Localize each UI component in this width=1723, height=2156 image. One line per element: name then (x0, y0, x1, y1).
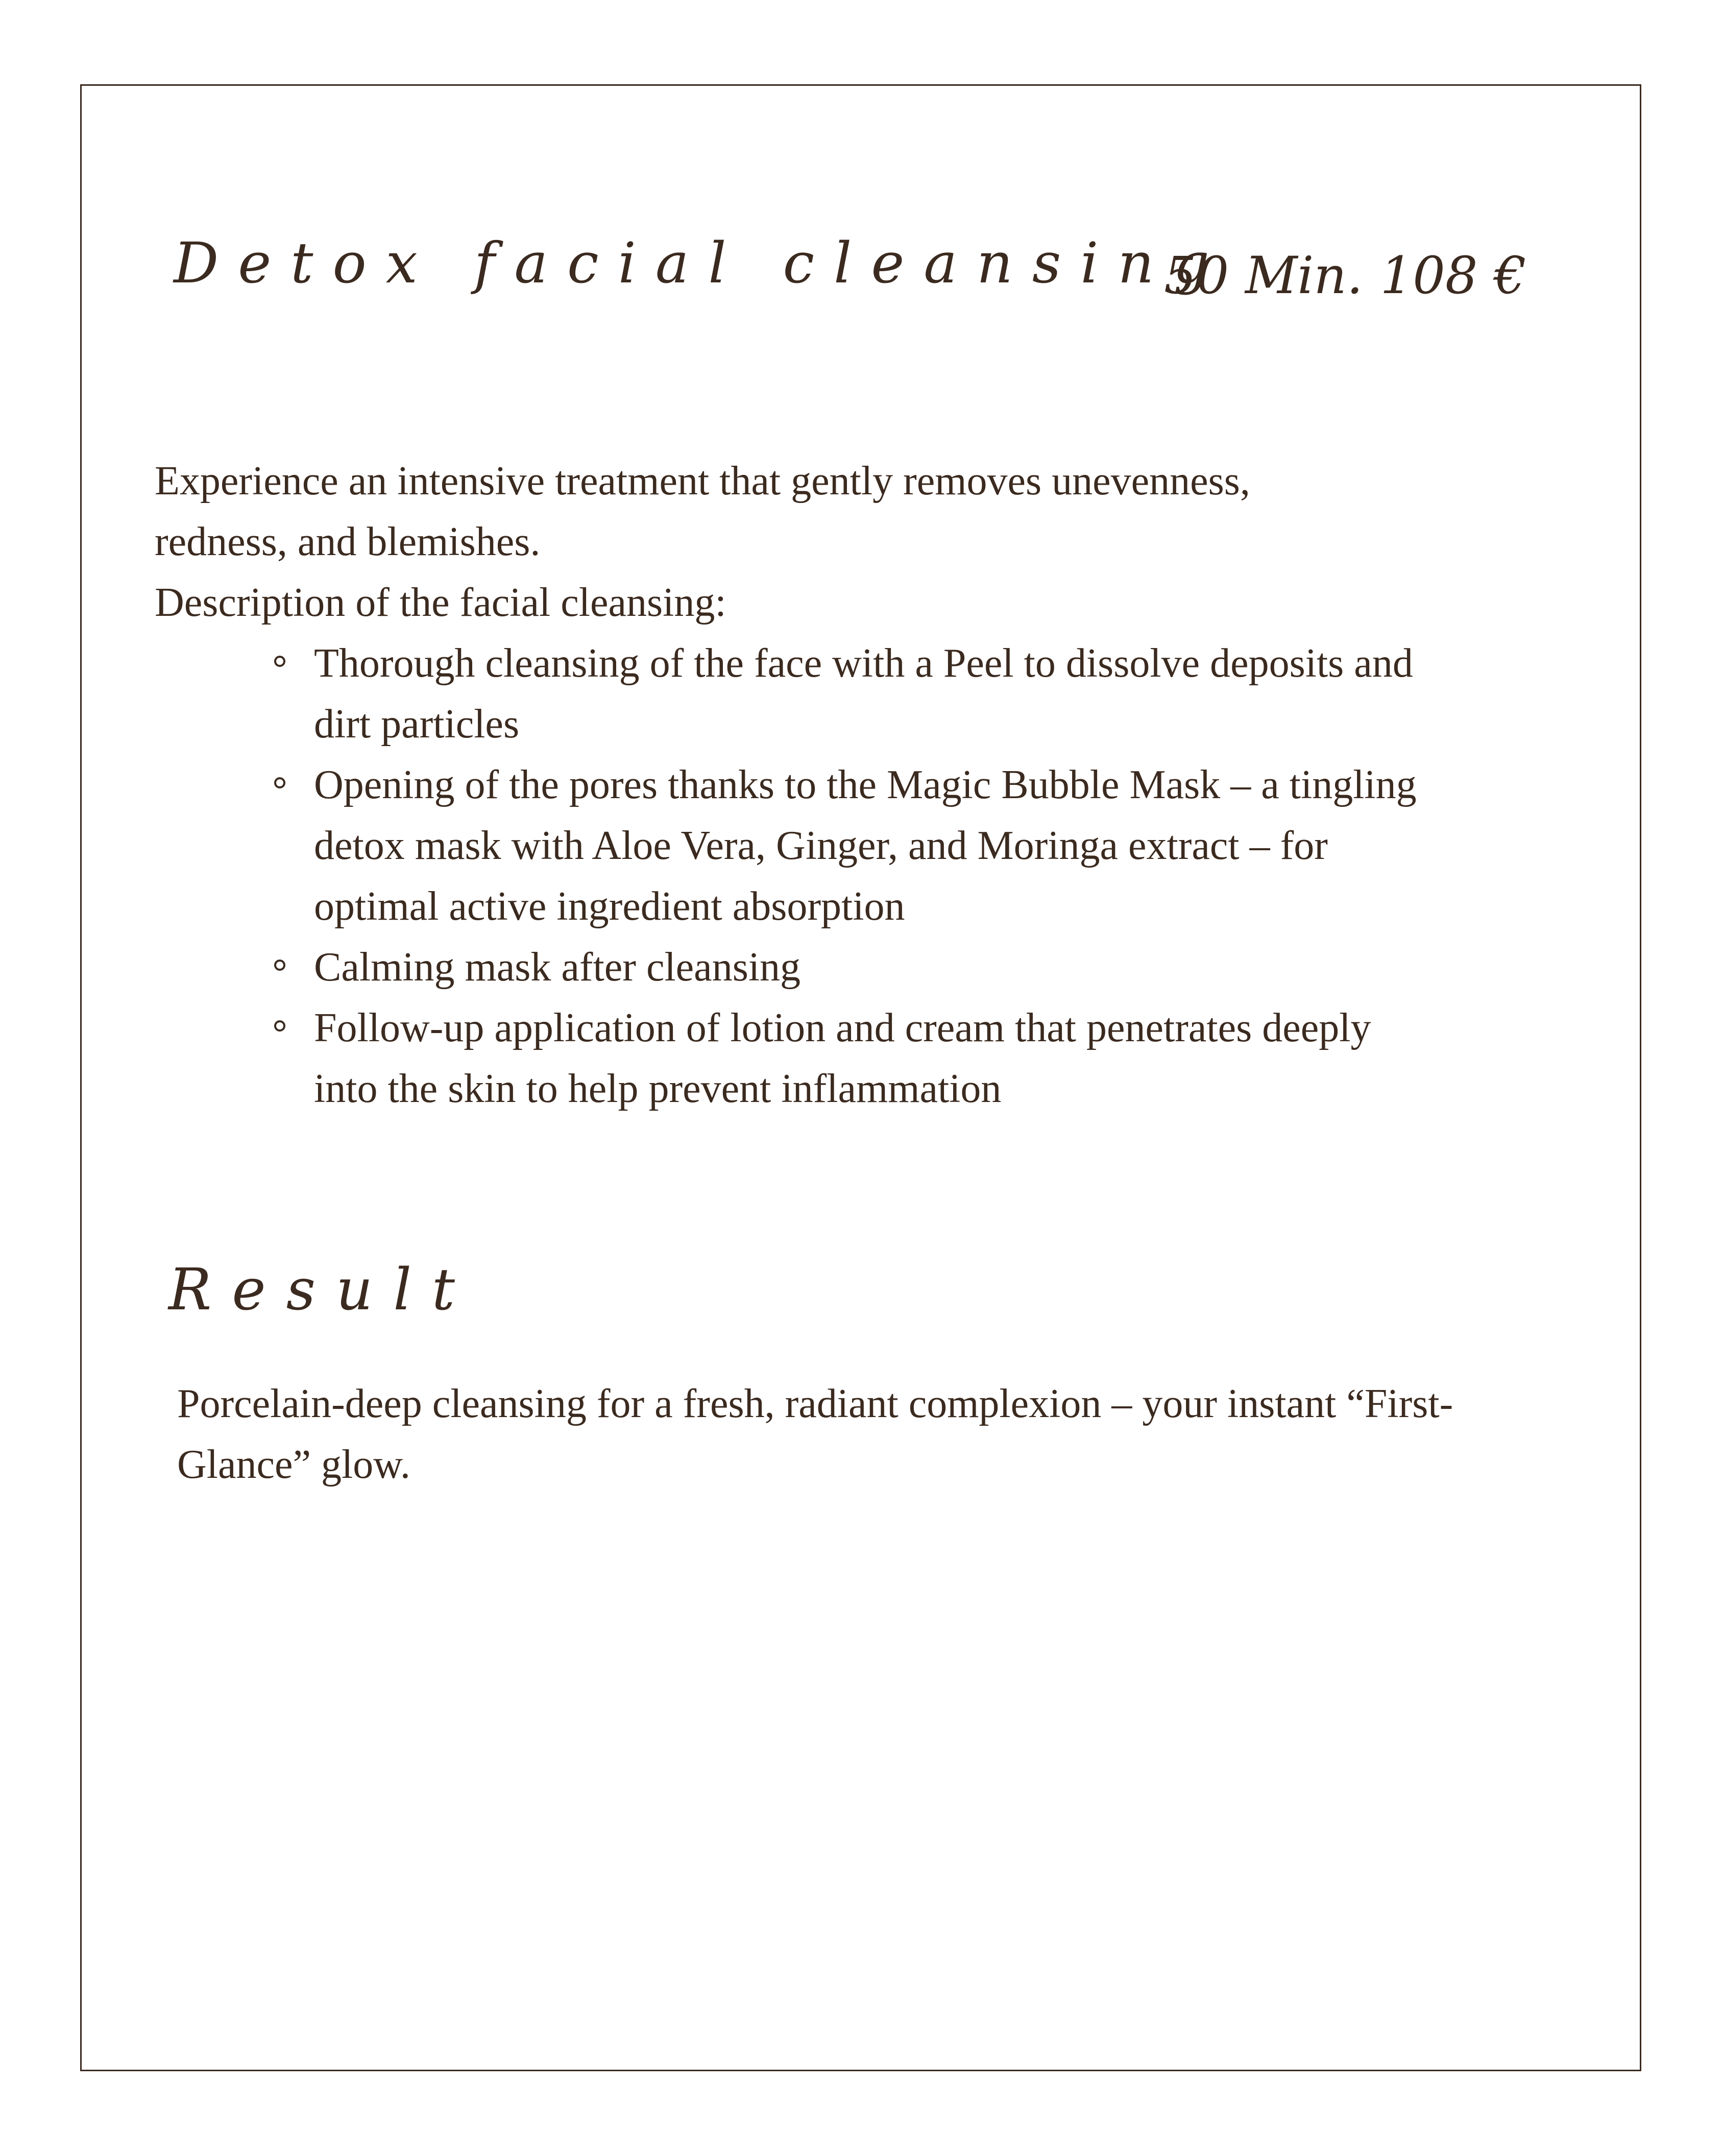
list-item-line: Opening of the pores thanks to the Magic Bubble Mask – a tingling (314, 762, 1417, 807)
list-item-line: Thorough cleansing of the face with a Peel to dissolve deposits and (314, 641, 1413, 686)
result-text (177, 1374, 1642, 1495)
circle-bullet-icon (274, 1020, 285, 1032)
intro-text (155, 451, 1508, 633)
intro-line: Experience an intensive treatment that gently removes unevenness, (155, 459, 1250, 504)
list-item-line: into the skin to help prevent inflammation (314, 1066, 1002, 1111)
treatment-title: Detox facial cleansing (174, 230, 1229, 296)
circle-bullet-icon (274, 960, 285, 971)
list-item-line: detox mask with Aloe Vera, Ginger, and Moringa extract – for (314, 823, 1328, 868)
intro-line: redness, and blemishes. (155, 519, 541, 564)
description-label: Description of the facial cleansing: (155, 580, 726, 625)
result-line: Glance” glow. (177, 1442, 410, 1487)
treatment-duration: 50 Min. (1164, 246, 1363, 305)
list-item-line: dirt particles (314, 702, 520, 747)
treatment-price: 108 € (1380, 246, 1526, 305)
list-item (314, 998, 1575, 1119)
list-item (314, 755, 1575, 937)
list-item-line: Follow-up application of lotion and cream that penetrates deeply (314, 1005, 1371, 1050)
list-item (314, 937, 1575, 998)
result-line: Porcelain-deep cleansing for a fresh, radiant complexion – your instant “First- (177, 1381, 1453, 1426)
duration-price (1164, 246, 1526, 305)
circle-bullet-icon (274, 656, 285, 667)
result-heading: Result (168, 1257, 476, 1323)
list-item-line: optimal active ingredient absorption (314, 884, 905, 929)
circle-bullet-icon (274, 777, 285, 788)
list-item (314, 633, 1575, 755)
list-item-line: Calming mask after cleansing (314, 945, 801, 990)
treatment-steps-list (314, 633, 1575, 1119)
